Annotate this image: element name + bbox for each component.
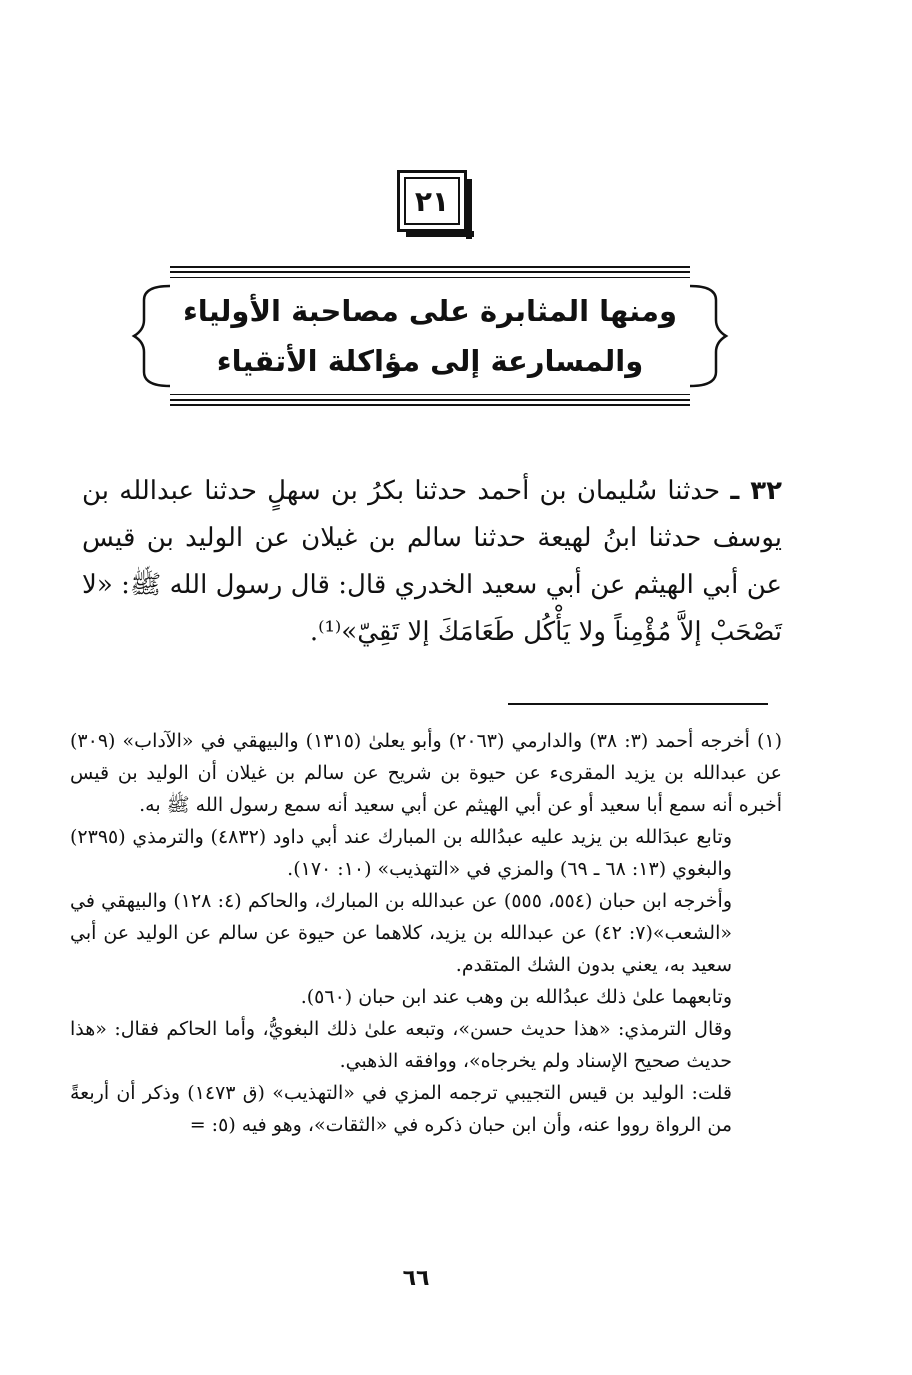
hadith-text-block bbox=[82, 468, 782, 656]
footnote-para-6: قلت: الوليد بن قيس التجيبي ترجمه المزي في «التهذيب» (ق ١٤٧٣) وذكر أن أربعةً من الرواة رووا عنه، وأن ابن حبان ذكره في «الثقات»، وهو فيه (٥: = bbox=[70, 1082, 732, 1136]
page-number: ٦٦ bbox=[402, 1266, 430, 1291]
box-shadow bbox=[466, 179, 472, 239]
chapter-number-box bbox=[397, 170, 467, 232]
footnote-para-2: وتابع عبدَالله بن يزيد عليه عبدُالله بن المبارك عند أبي داود (٤٨٣٢) والترمذي (٢٣٩٥) والبغوي (١٣: ٦٨ ـ ٦٩) والمزي في «التهذيب» (١٠: ١٧٠). bbox=[70, 826, 732, 880]
title-line-2: والمسارعة إلى مؤاكلة الأتقياء bbox=[216, 344, 644, 378]
footnote-divider bbox=[508, 703, 768, 705]
hadith-number: ٣٢ ـ bbox=[730, 476, 782, 506]
chapter-title-frame bbox=[130, 266, 730, 406]
hadith-text: حدثنا سُليمان بن أحمد حدثنا بكرُ بن سهلٍ حدثنا عبدالله بن يوسف حدثنا ابنُ لهيعة حدثنا سالم بن غيلان عن الوليد بن قيس عن أبي الهيثم عن أبي سعيد الخدري قال: قال رسول الله ﷺ: «لا تَصْحَبْ إلاَّ مُؤْمِناً ولا يَأْكُل طَعَامَكَ إلا تَقِيّ»⁽¹⁾. bbox=[82, 476, 782, 647]
chapter-number: ٢١ bbox=[414, 184, 450, 218]
footnote-para-4: وتابعهما علىٰ ذلك عبدُالله بن وهب عند ابن حبان (٥٦٠). bbox=[300, 986, 732, 1008]
chapter-title bbox=[130, 288, 730, 384]
title-line-1: ومنها المثابرة على مصاحبة الأولياء bbox=[182, 294, 678, 328]
footnote-para-5: وقال الترمذي: «هذا حديث حسن»، وتبعه علىٰ ذلك البغويُّ، وأما الحاكم فقال: «هذا حديث صحيح الإسناد ولم يخرجاه»، ووافقه الذهبي. bbox=[70, 1018, 732, 1072]
footnote-1: (١) أخرجه أحمد (٣: ٣٨) والدارمي (٢٠٦٣) وأبو يعلىٰ (١٣١٥) والبيهقي في «الآداب» (٣٠٩) عن عبدالله بن يزيد المقرىء عن حيوة بن شريح عن سالم بن غيلان أن الوليد بن قيس أخبره أنه سمع أبا سعيد أو عن أبي الهيثم عن أبي سعيد أنه سمع رسول الله ﷺ به. bbox=[70, 730, 782, 816]
box-shadow-bottom bbox=[406, 231, 474, 237]
footnotes-block bbox=[70, 725, 782, 1141]
footnote-para-3: وأخرجه ابن حبان (٥٥٤، ٥٥٥) عن عبدالله بن المبارك، والحاكم (٤: ١٢٨) والبيهقي في «الشعب»(٧: ٤٢) عن عبدالله بن يزيد، كلاهما عن حيوة عن سالم عن الوليد عن أبي سعيد به، يعني بدون الشك المتقدم. bbox=[70, 890, 732, 976]
